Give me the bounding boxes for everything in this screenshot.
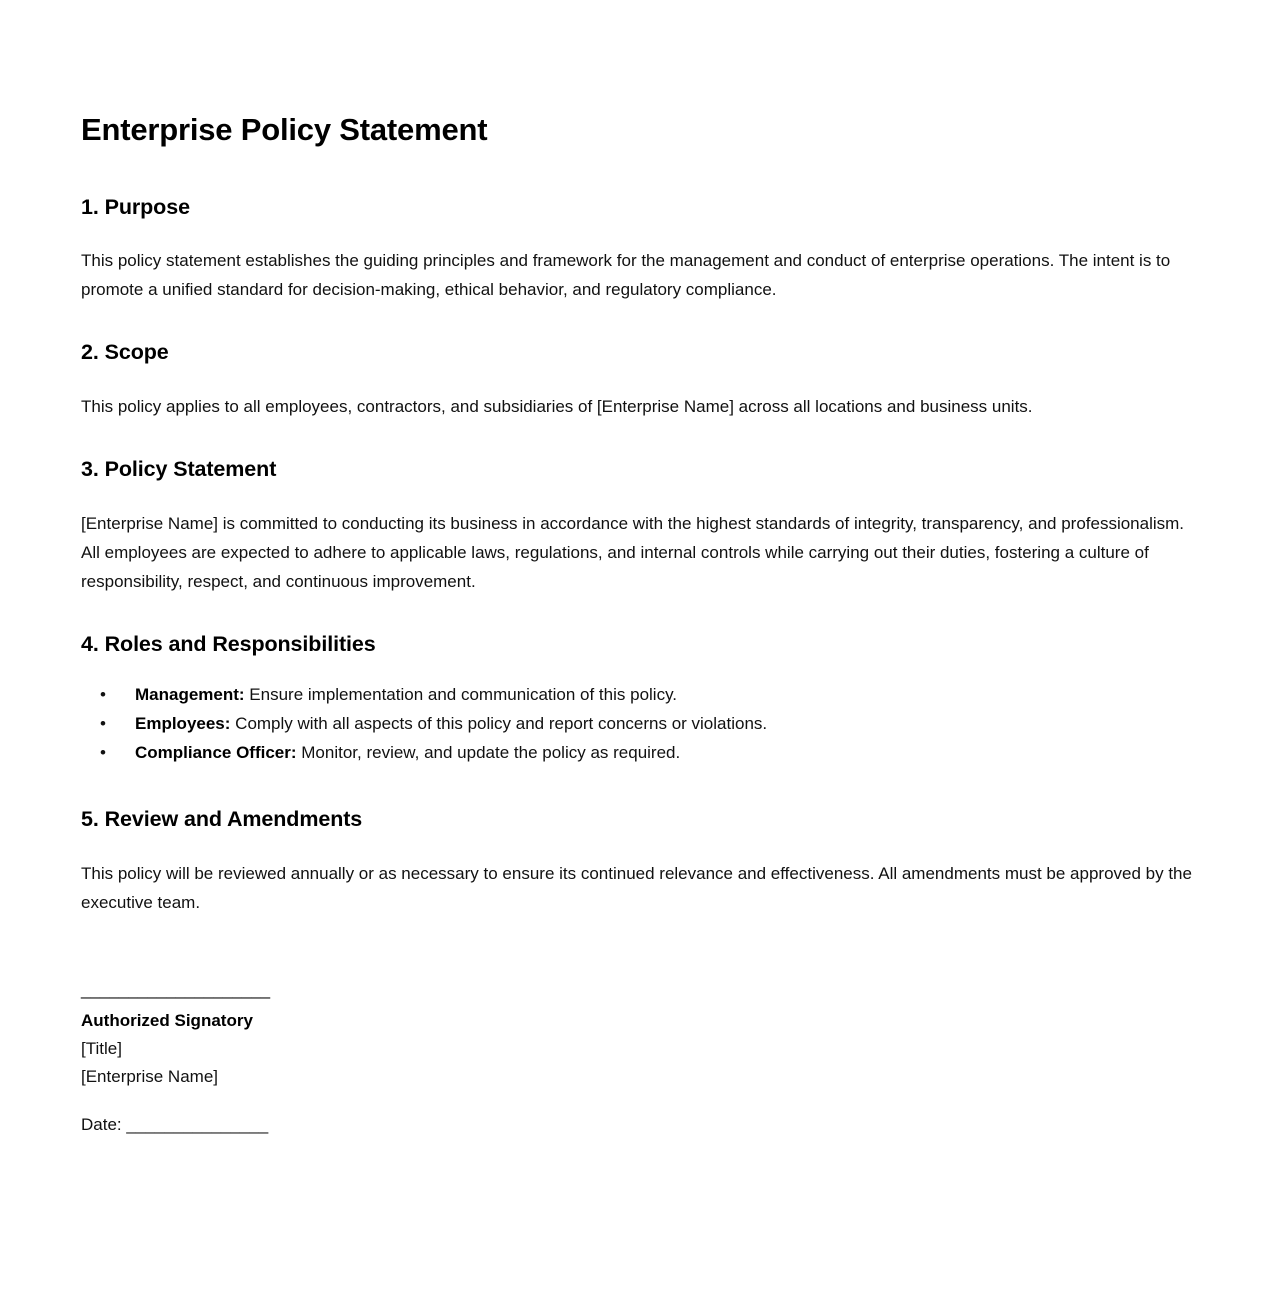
list-item-label: Management: xyxy=(135,684,245,704)
spacer xyxy=(81,596,1197,632)
signatory-enterprise: [Enterprise Name] xyxy=(81,1066,218,1086)
list-item-text: Ensure implementation and communication of this policy. xyxy=(244,684,678,704)
roles-list xyxy=(81,680,1197,767)
spacer xyxy=(81,483,1197,509)
list-item-text: Monitor, review, and update the policy as required. xyxy=(296,742,681,762)
list-item xyxy=(81,738,1197,767)
section-paragraph-review-amendments: This policy will be reviewed annually or as necessary to ensure its continued relevance and effectiveness. All amendments must be approved by the executive team. xyxy=(81,863,1192,912)
section-paragraph-purpose: This policy statement establishes the guiding principles and framework for the management and conduct of enterprise operations. The intent is to promote a unified standard for decision-making, ethical behavior, and regulatory compliance. xyxy=(81,251,1171,300)
list-item xyxy=(81,709,1197,738)
section-heading-purpose: 1. Purpose xyxy=(81,194,190,219)
spacer xyxy=(81,833,1197,859)
spacer xyxy=(81,304,1197,340)
signature-date-field: Date: _______________ xyxy=(81,1114,269,1134)
spacer xyxy=(81,366,1197,392)
section-purpose xyxy=(81,195,1197,305)
spacer xyxy=(81,658,1197,680)
section-heading-roles-responsibilities: 4. Roles and Responsibilities xyxy=(81,632,376,657)
signatory-name: Authorized Signatory xyxy=(81,1010,253,1030)
signature-block xyxy=(81,979,1197,1139)
spacer xyxy=(81,917,1197,979)
spacer xyxy=(81,421,1197,457)
signatory-title: [Title] xyxy=(81,1038,122,1058)
spacer xyxy=(81,220,1197,246)
bullet-icon: • xyxy=(100,742,106,762)
list-item-label: Employees: xyxy=(135,713,231,733)
section-heading-scope: 2. Scope xyxy=(81,340,169,365)
section-heading-policy-statement: 3. Policy Statement xyxy=(81,457,277,482)
bullet-icon: • xyxy=(100,713,106,733)
section-roles-responsibilities xyxy=(81,632,1197,767)
bullet-icon: • xyxy=(100,684,106,704)
document-body xyxy=(81,112,1197,1139)
list-item-label: Compliance Officer: xyxy=(135,742,297,762)
section-paragraph-policy-statement: [Enterprise Name] is committed to conducting its business in accordance with the highest standards of integrity, transparency, and professionalism. All employees are expected to adhere to applicable laws, regulations, and internal controls while carrying out their duties, fostering a culture of responsibility, respect, and continuous improvement. xyxy=(81,514,1185,592)
page-title: Enterprise Policy Statement xyxy=(81,112,488,147)
section-paragraph-scope: This policy applies to all employees, contractors, and subsidiaries of [Enterprise Name] across all locations and business units. xyxy=(81,397,1033,417)
section-heading-review-amendments: 5. Review and Amendments xyxy=(81,806,363,831)
section-review-amendments xyxy=(81,807,1197,917)
section-policy-statement xyxy=(81,457,1197,596)
section-scope xyxy=(81,340,1197,421)
spacer xyxy=(81,767,1197,807)
list-item xyxy=(81,680,1197,709)
list-item-text: Comply with all aspects of this policy and report concerns or violations. xyxy=(230,713,768,733)
signature-rule: ____________________ xyxy=(81,979,271,999)
spacer xyxy=(81,148,1197,195)
